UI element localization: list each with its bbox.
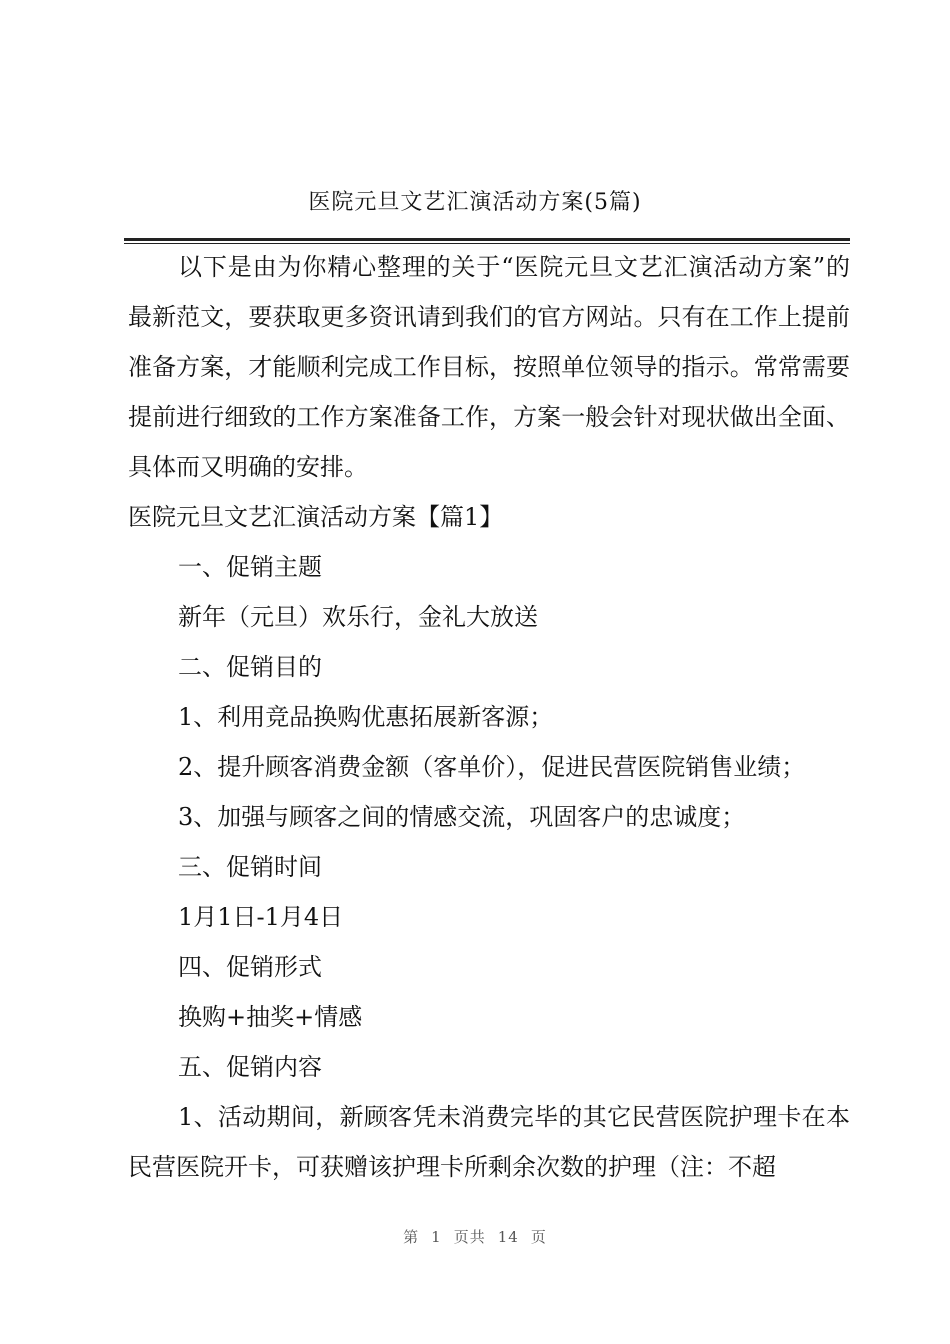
intro-paragraph: 以下是由为你精心整理的关于“医院元旦文艺汇演活动方案”的最新范文，要获取更多资讯请到我们的官方网站。只有在工作上提前准备方案，才能顺利完成工作目标，按照单位领导的指示。常常需要提前进行细致的工作方案准备工作，方案一般会针对现状做出全面、具体而又明确的安排。 <box>128 253 850 481</box>
line-promo-goal-heading: 二、促销目的 <box>178 653 322 681</box>
line-promo-content-heading: 五、促销内容 <box>178 1053 322 1081</box>
line-promo-time: 1月1日-1月4日 <box>178 903 344 931</box>
document-title: 医院元旦文艺汇演活动方案(5篇) <box>308 190 642 215</box>
document-body <box>128 242 850 1192</box>
line-promo-theme: 新年（元旦）欢乐行，金礼大放送 <box>178 603 538 631</box>
footer-page-number: 1 <box>431 1228 442 1246</box>
line-promo-form-heading: 四、促销形式 <box>178 953 322 981</box>
line-promo-theme-heading: 一、促销主题 <box>178 553 322 581</box>
line-goal-1: 1、利用竞品换购优惠拓展新客源； <box>178 703 554 731</box>
line-promo-time-heading: 三、促销时间 <box>178 853 322 881</box>
footer-total-pages: 14 <box>497 1228 519 1246</box>
page-footer <box>0 1226 950 1247</box>
line-promo-form: 换购+抽奖+情感 <box>178 1003 363 1031</box>
line-goal-3: 3、加强与顾客之间的情感交流，巩固客户的忠诚度； <box>178 803 746 831</box>
footer-prefix: 第 <box>403 1228 420 1246</box>
footer-mid: 页共 <box>453 1228 486 1246</box>
content-paragraph-1: 1、活动期间，新顾客凭未消费完毕的其它民营医院护理卡在本民营医院开卡，可获赠该护理卡所剩余次数的护理（注：不超 <box>128 1103 850 1181</box>
line-goal-2: 2、提升顾客消费金额（客单价），促进民营医院销售业绩； <box>178 753 806 781</box>
title-divider-thick <box>124 238 850 241</box>
footer-suffix: 页 <box>530 1228 547 1246</box>
section-heading: 医院元旦文艺汇演活动方案【篇1】 <box>128 503 504 531</box>
